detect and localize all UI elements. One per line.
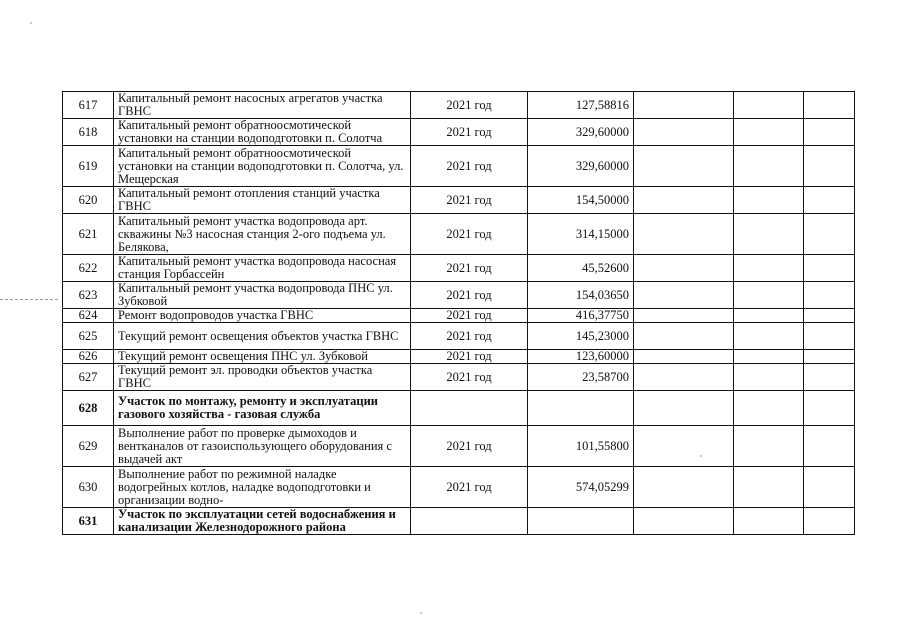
- table-row: [63, 282, 855, 309]
- row-period: 2021 год: [411, 187, 528, 214]
- empty-cell: [634, 508, 734, 535]
- table-row: [63, 467, 855, 508]
- empty-cell: [634, 309, 734, 323]
- row-amount: 314,15000: [528, 214, 634, 255]
- empty-cell: [734, 146, 804, 187]
- row-number: 617: [63, 92, 114, 119]
- empty-cell: [634, 92, 734, 119]
- empty-cell: [734, 92, 804, 119]
- empty-cell: [634, 282, 734, 309]
- empty-cell: [634, 467, 734, 508]
- row-number: 623: [63, 282, 114, 309]
- row-period: 2021 год: [411, 467, 528, 508]
- empty-cell: [634, 119, 734, 146]
- row-description: Ремонт водопроводов участка ГВНС: [114, 309, 411, 323]
- row-number: 630: [63, 467, 114, 508]
- scan-speck: [420, 612, 422, 614]
- row-description: Выполнение работ по режимной наладке водогрейных котлов, наладке водоподготовки и организации водно-: [114, 467, 411, 508]
- empty-cell: [804, 426, 855, 467]
- row-period: 2021 год: [411, 350, 528, 364]
- empty-cell: [734, 508, 804, 535]
- empty-cell: [804, 146, 855, 187]
- empty-cell: [804, 92, 855, 119]
- row-period: [411, 508, 528, 535]
- row-description: Участок по эксплуатации сетей водоснабжения и канализации Железнодорожного района: [114, 508, 411, 535]
- row-amount: 45,52600: [528, 255, 634, 282]
- empty-cell: [634, 146, 734, 187]
- row-number: 626: [63, 350, 114, 364]
- empty-cell: [804, 187, 855, 214]
- table-row: [63, 323, 855, 350]
- table-row: [63, 187, 855, 214]
- row-description: Капитальный ремонт обратноосмотической установки на станции водоподготовки п. Солотча, ул. Мещерская: [114, 146, 411, 187]
- row-period: 2021 год: [411, 92, 528, 119]
- row-description: Капитальный ремонт отопления станций участка ГВНС: [114, 187, 411, 214]
- table-row: [63, 119, 855, 146]
- empty-cell: [804, 214, 855, 255]
- row-period: 2021 год: [411, 364, 528, 391]
- empty-cell: [734, 119, 804, 146]
- empty-cell: [734, 309, 804, 323]
- empty-cell: [734, 350, 804, 364]
- empty-cell: [734, 323, 804, 350]
- row-number: 629: [63, 426, 114, 467]
- row-number: 622: [63, 255, 114, 282]
- row-amount: 329,60000: [528, 119, 634, 146]
- row-period: 2021 год: [411, 282, 528, 309]
- empty-cell: [804, 282, 855, 309]
- row-number: 620: [63, 187, 114, 214]
- works-table: [62, 91, 855, 535]
- row-amount: 329,60000: [528, 146, 634, 187]
- table-row: [63, 364, 855, 391]
- empty-cell: [734, 187, 804, 214]
- row-amount: 574,05299: [528, 467, 634, 508]
- empty-cell: [734, 255, 804, 282]
- empty-cell: [804, 119, 855, 146]
- row-description: Текущий ремонт эл. проводки объектов участка ГВНС: [114, 364, 411, 391]
- row-description: Участок по монтажу, ремонту и эксплуатации газового хозяйства - газовая служба: [114, 391, 411, 426]
- empty-cell: [804, 467, 855, 508]
- row-amount: [528, 508, 634, 535]
- row-number: 618: [63, 119, 114, 146]
- row-number: 621: [63, 214, 114, 255]
- empty-cell: [734, 426, 804, 467]
- empty-cell: [804, 508, 855, 535]
- empty-cell: [804, 309, 855, 323]
- empty-cell: [634, 426, 734, 467]
- empty-cell: [734, 364, 804, 391]
- empty-cell: [734, 467, 804, 508]
- row-number: 628: [63, 391, 114, 426]
- scan-artifact-line: [0, 299, 58, 300]
- row-amount: 154,03650: [528, 282, 634, 309]
- row-number: 624: [63, 309, 114, 323]
- row-description: Капитальный ремонт участка водопровода арт. скважины №3 насосная станция 2-ого подъема ул. Белякова,: [114, 214, 411, 255]
- row-amount: 101,55800: [528, 426, 634, 467]
- row-description: Капитальный ремонт участка водопровода насосная станция Горбассейн: [114, 255, 411, 282]
- table-row: [63, 426, 855, 467]
- empty-cell: [634, 214, 734, 255]
- row-period: [411, 391, 528, 426]
- empty-cell: [804, 255, 855, 282]
- row-description: Выполнение работ по проверке дымоходов и вентканалов от газоиспользующего оборудования с выдачей акт: [114, 426, 411, 467]
- row-description: Капитальный ремонт обратноосмотической установки на станции водоподготовки п. Солотча: [114, 119, 411, 146]
- row-description: Текущий ремонт освещения ПНС ул. Зубковой: [114, 350, 411, 364]
- row-period: 2021 год: [411, 146, 528, 187]
- empty-cell: [634, 323, 734, 350]
- empty-cell: [734, 214, 804, 255]
- table-row: [63, 214, 855, 255]
- empty-cell: [634, 187, 734, 214]
- row-period: 2021 год: [411, 255, 528, 282]
- row-description: Текущий ремонт освещения объектов участка ГВНС: [114, 323, 411, 350]
- scan-speck: [30, 22, 32, 24]
- row-number: 627: [63, 364, 114, 391]
- row-period: 2021 год: [411, 119, 528, 146]
- table-row: [63, 508, 855, 535]
- table-row: [63, 309, 855, 323]
- row-amount: 154,50000: [528, 187, 634, 214]
- empty-cell: [634, 391, 734, 426]
- table-row: [63, 146, 855, 187]
- table-body: [63, 92, 855, 535]
- row-amount: 123,60000: [528, 350, 634, 364]
- row-description: Капитальный ремонт участка водопровода ПНС ул. Зубковой: [114, 282, 411, 309]
- row-amount: 23,58700: [528, 364, 634, 391]
- table-row: [63, 350, 855, 364]
- row-period: 2021 год: [411, 323, 528, 350]
- row-number: 619: [63, 146, 114, 187]
- row-description: Капитальный ремонт насосных агрегатов участка ГВНС: [114, 92, 411, 119]
- empty-cell: [734, 391, 804, 426]
- row-amount: 416,37750: [528, 309, 634, 323]
- empty-cell: [804, 391, 855, 426]
- row-period: 2021 год: [411, 426, 528, 467]
- empty-cell: [804, 350, 855, 364]
- row-period: 2021 год: [411, 309, 528, 323]
- table-row: [63, 255, 855, 282]
- row-amount: 145,23000: [528, 323, 634, 350]
- table-row: [63, 92, 855, 119]
- empty-cell: [634, 255, 734, 282]
- empty-cell: [634, 350, 734, 364]
- table-row: [63, 391, 855, 426]
- row-amount: 127,58816: [528, 92, 634, 119]
- row-amount: [528, 391, 634, 426]
- row-period: 2021 год: [411, 214, 528, 255]
- empty-cell: [804, 323, 855, 350]
- row-number: 625: [63, 323, 114, 350]
- empty-cell: [634, 364, 734, 391]
- row-number: 631: [63, 508, 114, 535]
- empty-cell: [804, 364, 855, 391]
- empty-cell: [734, 282, 804, 309]
